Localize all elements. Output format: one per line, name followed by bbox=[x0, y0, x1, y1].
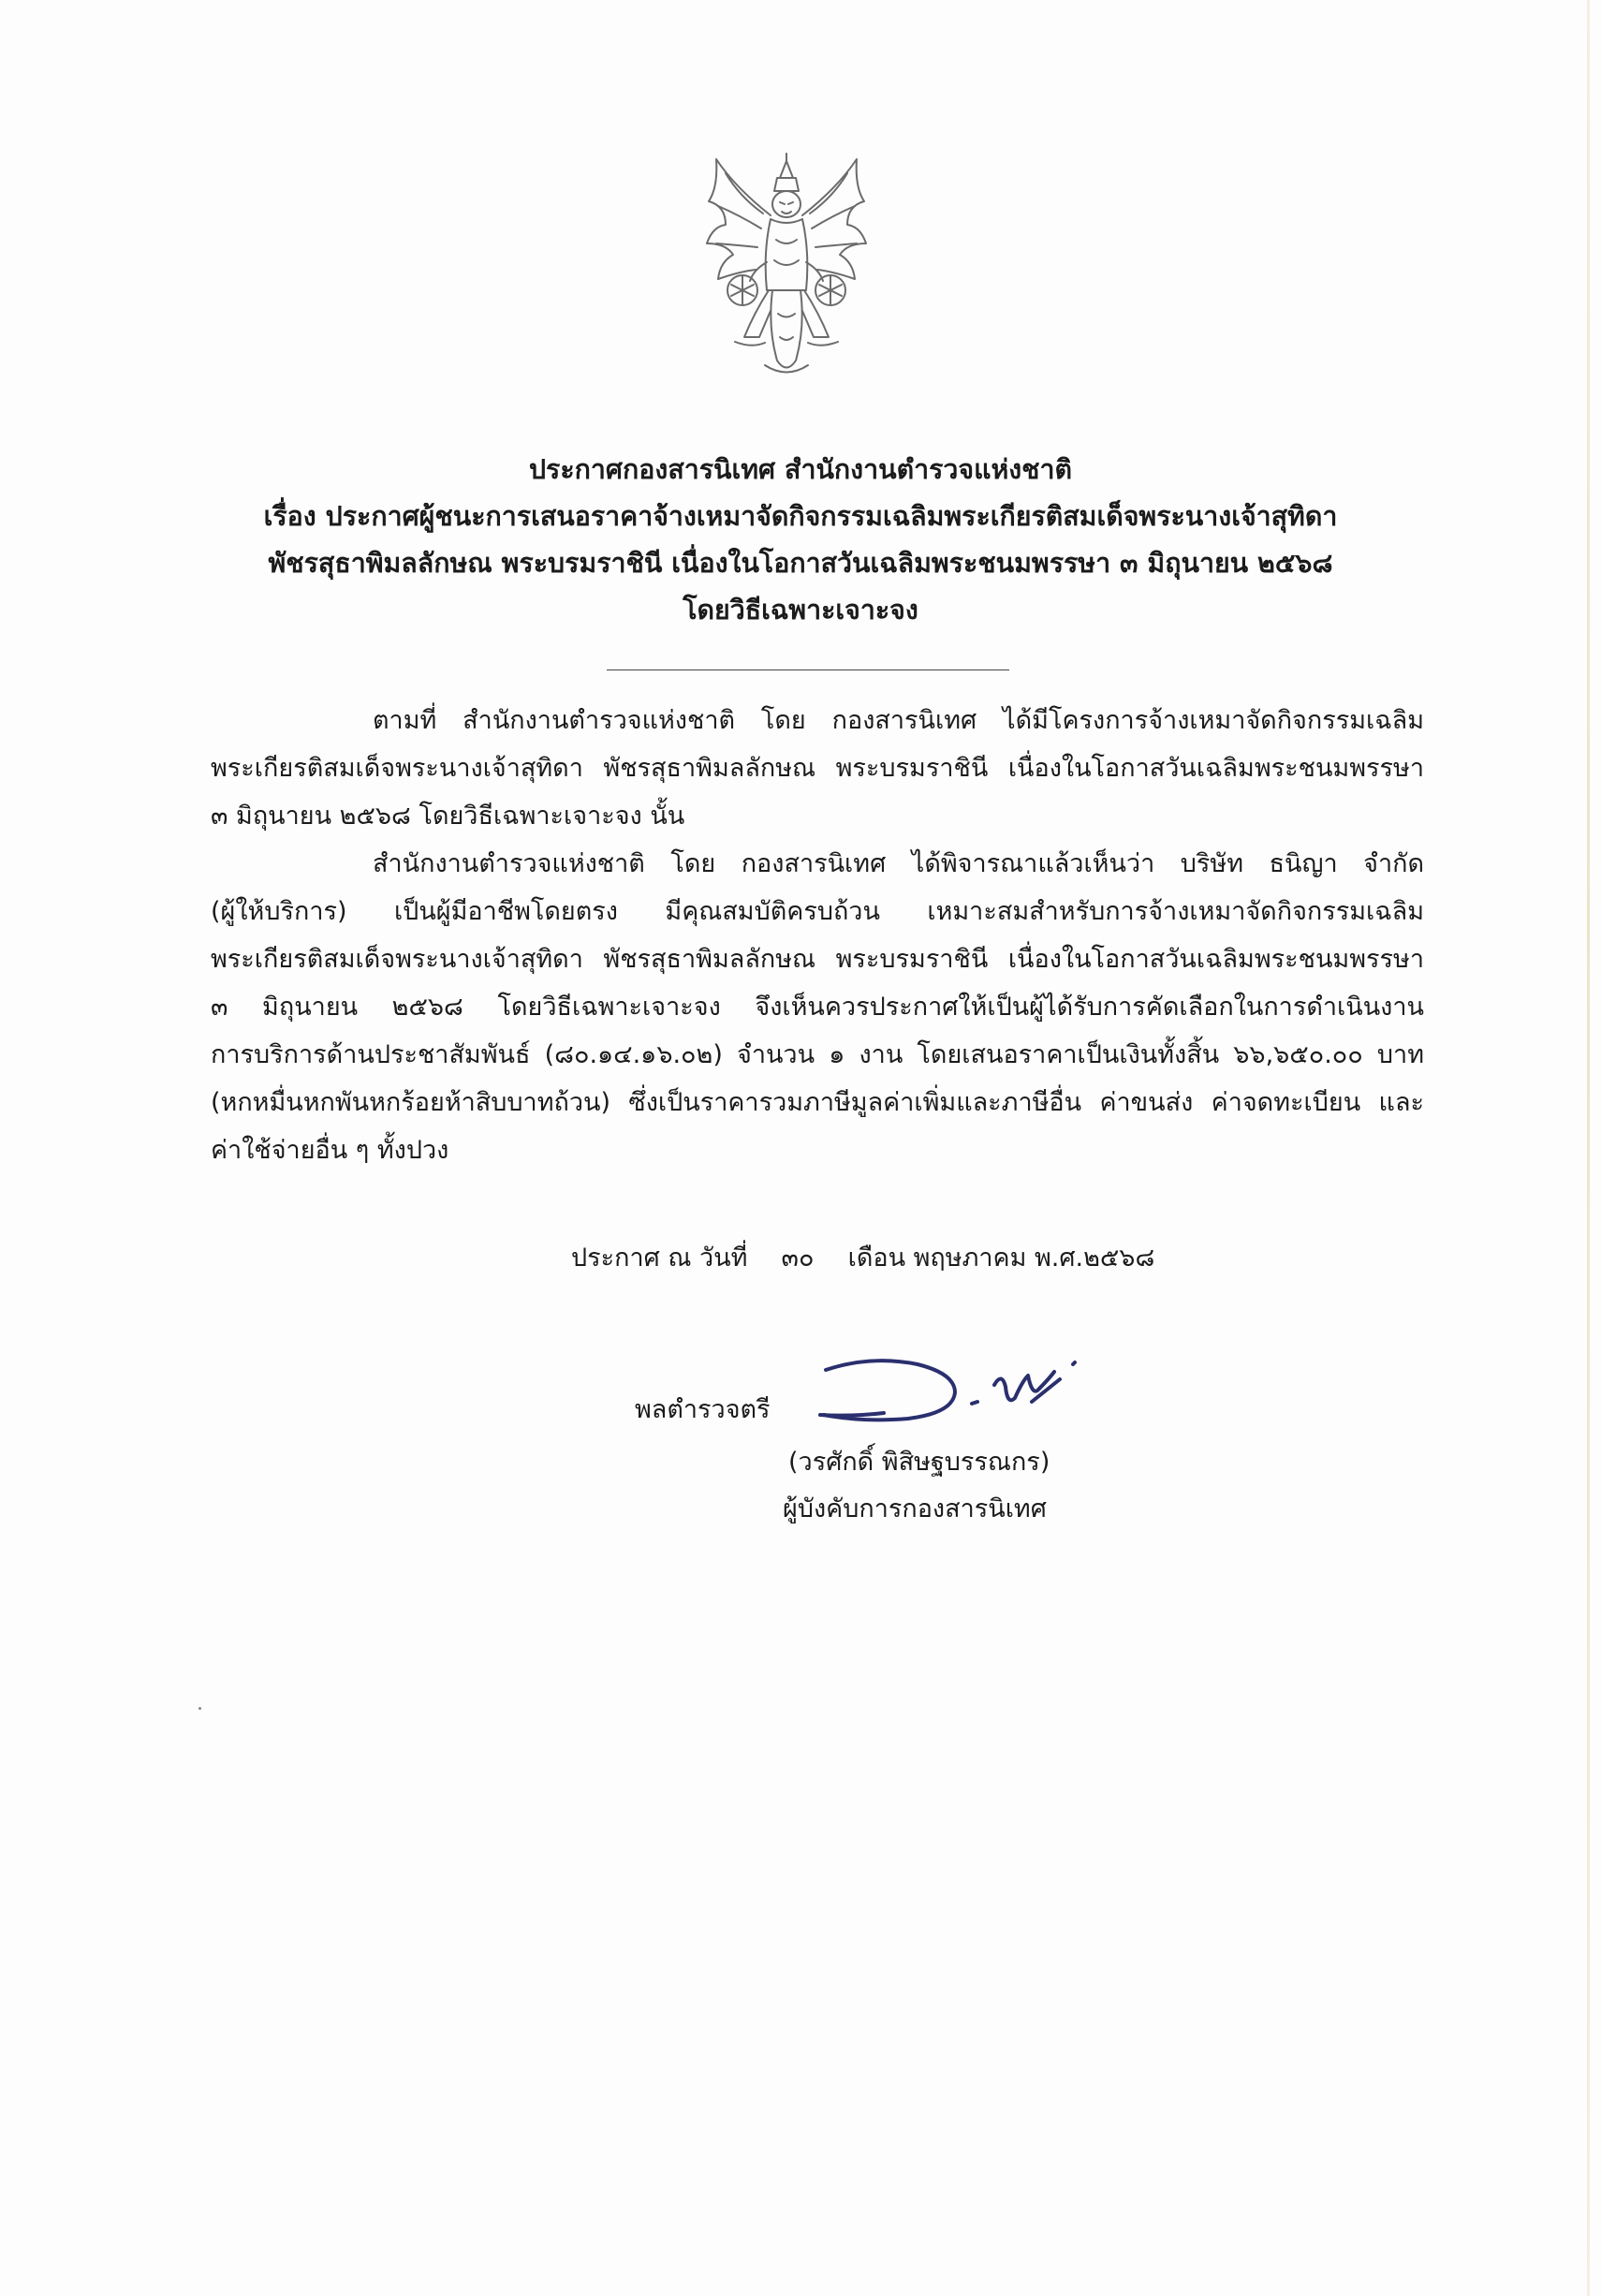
date-day: ๓๐ bbox=[781, 1244, 815, 1273]
signer-position: ผู้บังคับการกองสารนิเทศ bbox=[783, 1494, 1047, 1523]
paragraph2-line-4: ๓ มิถุนายน ๒๕๖๘ โดยวิธีเฉพาะเจาะจง จึงเห็นควรประกาศให้เป็นผู้ได้รับการคัดเลือกในการดำเนินงาน bbox=[211, 993, 1424, 1022]
announcement-title: ประกาศกองสารนิเทศ สำนักงานตำรวจแห่งชาติ bbox=[528, 454, 1073, 485]
page-edge-shadow bbox=[1587, 0, 1590, 2296]
subject-line-2: พัชรสุธาพิมลลักษณ พระบรมราชินี เนื่องในโอกาสวันเฉลิมพระชนมพรรษา ๓ มิถุนายน ๒๕๖๘ bbox=[268, 548, 1333, 579]
paragraph2-line-3: พระเกียรติสมเด็จพระนางเจ้าสุทิดา พัชรสุธาพิมลลักษณ พระบรมราชินี เนื่องในโอกาสวันเฉลิมพระชนมพรรษา bbox=[211, 945, 1424, 974]
subject-line-3: โดยวิธีเฉพาะเจาะจง bbox=[683, 595, 918, 626]
paragraph2-line-1: สำนักงานตำรวจแห่งชาติ โดย กองสารนิเทศ ได้พิจารณาแล้วเห็นว่า บริษัท ธนิญา จำกัด bbox=[373, 849, 1424, 878]
garuda-emblem-icon bbox=[698, 150, 875, 384]
date-prefix: ประกาศ ณ วันที่ bbox=[571, 1244, 748, 1273]
paragraph2-line-5: การบริการด้านประชาสัมพันธ์ (๘๐.๑๔.๑๖.๐๒) จำนวน ๑ งาน โดยเสนอราคาเป็นเงินทั้งสิ้น ๖๖,๖๕๐.๐๐ บาท bbox=[211, 1040, 1424, 1069]
signer-rank: พลตำรวจตรี bbox=[635, 1395, 771, 1424]
paragraph2-line-6: (หกหมื่นหกพันหกร้อยห้าสิบบาทถ้วน) ซึ่งเป็นราคารวมภาษีมูลค่าเพิ่มและภาษีอื่น ค่าขนส่ง ค่าจดทะเบียน และ bbox=[211, 1088, 1424, 1117]
paragraph1-line-3: ๓ มิถุนายน ๒๕๖๘ โดยวิธีเฉพาะเจาะจง นั้น bbox=[211, 802, 685, 831]
subject-line-1: เรื่อง ประกาศผู้ชนะการเสนอราคาจ้างเหมาจัดกิจกรรมเฉลิมพระเกียรติสมเด็จพระนางเจ้าสุทิดา bbox=[263, 501, 1338, 532]
paragraph1-line-1: ตามที่ สำนักงานตำรวจแห่งชาติ โดย กองสารนิเทศ ได้มีโครงการจ้างเหมาจัดกิจกรรมเฉลิม bbox=[373, 706, 1424, 735]
paragraph1-line-2: พระเกียรติสมเด็จพระนางเจ้าสุทิดา พัชรสุธาพิมลลักษณ พระบรมราชินี เนื่องในโอกาสวันเฉลิมพระชนมพรรษา bbox=[211, 754, 1424, 783]
announcement-date bbox=[571, 1245, 1154, 1271]
stray-mark bbox=[198, 1707, 201, 1710]
handwritten-signature-icon bbox=[815, 1353, 1105, 1428]
signer-name: (วรศักดิ์ พิสิษฐบรรณกร) bbox=[788, 1448, 1050, 1477]
paragraph2-line-7: ค่าใช้จ่ายอื่น ๆ ทั้งปวง bbox=[211, 1136, 449, 1165]
date-month-year: เดือน พฤษภาคม พ.ศ.๒๕๖๘ bbox=[847, 1244, 1155, 1273]
paragraph2-line-2: (ผู้ให้บริการ) เป็นผู้มีอาชีพโดยตรง มีคุณสมบัติครบถ้วน เหมาะสมสำหรับการจ้างเหมาจัดกิจกรรมเฉลิม bbox=[211, 897, 1424, 926]
